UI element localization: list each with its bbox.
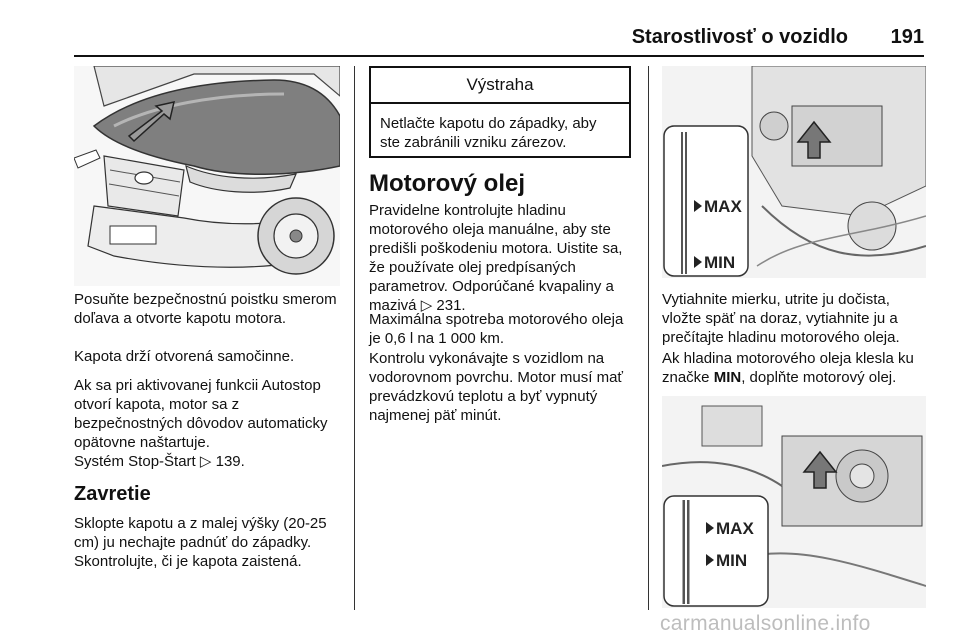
paragraph-open-hood: Posuňte bezpečnostnú poistku smerom doľava a otvorte kapotu motora. [74,291,337,327]
min-mark-bold: MIN [713,369,742,386]
dipstick-max-label-2: MAX [716,519,754,538]
warning-text: Netlačte kapotu do západky, aby ste zabránili vzniku zárezov. [380,115,597,151]
engine-dipstick-illustration-1 [662,66,926,278]
page-number: 191 [890,26,924,48]
column-divider-left [354,66,355,610]
paragraph-autostop: Ak sa pri aktivovanej funkcii Autostop otvorí kapota, motor sa z bezpečnostných dôvodov automaticky opätovne naštartuje. [74,377,328,451]
page-ref-icon: ▷ [199,453,212,470]
paragraph-close-hood: Sklopte kapotu a z malej výšky (20-25 cm) ju nechajte padnúť do západky. Skontrolujte, či je kapota zaistená. [74,515,327,570]
paragraph-check-conditions: Kontrolu vykonávajte s vozidlom na vodorovnom povrchu. Motor musí mať prevádzkovú teplotu a byť vypnutý najmenej päť minút. [369,350,624,424]
refill-text-end: , doplňte motorový olej. [741,369,897,386]
check-oil-text: Pravidelne kontrolujte hladinu motorového oleja manuálne, aby ste predišli poškodeniu motora. Uistite sa, že používate olej predpísaných parametrov. Odporúčané kvapaliny a mazivá [369,202,623,314]
watermark: carmanualsonline.info [660,612,871,635]
stop-start-text: Systém Stop-Štart [74,453,196,470]
refill-text-start: Ak hladina motorového oleja klesla ku značke [662,350,914,386]
warning-box [369,66,631,158]
paragraph-refill-oil [662,349,930,387]
hood-illustration [74,66,340,286]
header-rule [74,55,924,57]
warning-title: Výstraha [371,68,629,104]
dipstick-max-label: MAX [704,197,742,216]
page-header [0,0,960,58]
paragraph-hood-stays-open: Kapota drží otvorená samočinne. [74,348,295,365]
paragraph-stop-start-ref [74,452,340,471]
page-ref-icon: ▷ [420,297,433,314]
heading-zavretie: Zavretie [74,483,151,505]
column-divider-right [648,66,649,610]
engine-dipstick-illustration-2 [662,396,926,608]
dipstick-min-label: MIN [704,253,736,272]
fluids-page-link[interactable]: 231. [436,297,466,314]
header-title: Starostlivosť o vozidlo [631,26,848,48]
heading-motor-oil: Motorový olej [369,170,526,197]
dipstick-min-label-2: MIN [716,551,748,570]
paragraph-oil-consumption: Maximálna spotreba motorového oleja je 0,6 l na 1 000 km. [369,311,624,347]
paragraph-pull-dipstick: Vytiahnite mierku, utrite ju dočista, vložte späť na doraz, vytiahnite ju a prečítajte hladinu motorového oleja. [662,291,900,346]
paragraph-check-oil [369,201,637,315]
stop-start-page-link[interactable]: 139. [215,453,245,470]
